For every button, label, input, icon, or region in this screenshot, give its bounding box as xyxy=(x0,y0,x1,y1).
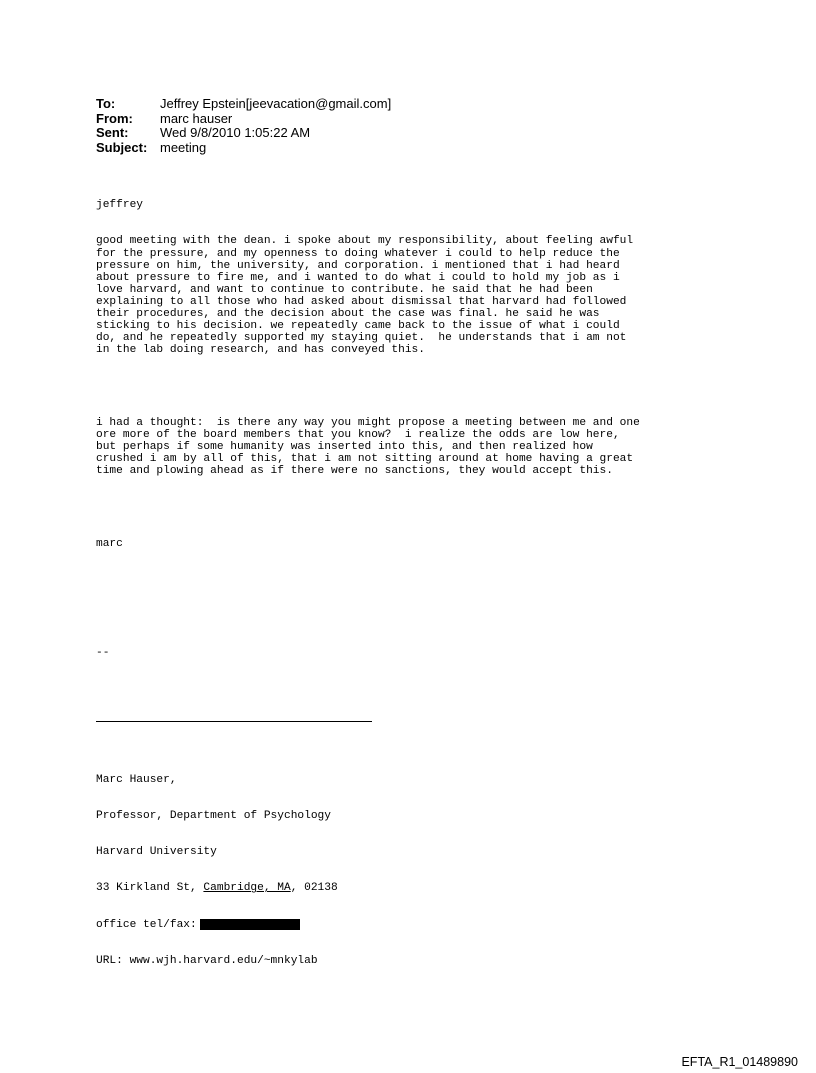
address-city-link[interactable]: Cambridge, MA xyxy=(203,882,291,895)
from-row xyxy=(96,112,391,127)
email-header xyxy=(96,97,391,155)
greeting: jeffrey xyxy=(96,199,143,212)
from-label: From: xyxy=(96,110,133,126)
signature-separator: -- xyxy=(96,646,110,659)
signoff: marc xyxy=(96,537,123,550)
signature-url: URL: www.wjh.harvard.edu/~mnkylab xyxy=(96,955,318,967)
address-zip: , 02138 xyxy=(290,882,338,895)
signature-name: Marc Hauser, xyxy=(96,773,177,786)
signature-title: Professor, Department of Psychology xyxy=(96,809,331,822)
signature-divider xyxy=(96,721,372,722)
signature-address xyxy=(96,882,640,894)
sent-label: Sent: xyxy=(96,125,129,140)
to-label: To: xyxy=(96,96,116,111)
signature-block xyxy=(96,749,640,991)
signature-org: Harvard University xyxy=(96,846,217,859)
subject-label: Subject: xyxy=(96,139,148,155)
signature-phone xyxy=(96,919,640,931)
email-body xyxy=(96,175,640,1003)
to-row xyxy=(96,97,391,112)
address-street: 33 Kirkland St, xyxy=(96,882,204,895)
document-id: EFTA_R1_01489890 xyxy=(681,1055,798,1069)
phone-label: office tel/fax: xyxy=(96,918,197,931)
redaction-block xyxy=(200,919,300,930)
sent-value: Wed 9/8/2010 1:05:22 AM xyxy=(160,125,311,140)
subject-value: meeting xyxy=(160,139,207,155)
to-value: Jeffrey Epstein[jeevacation@gmail.com] xyxy=(160,96,392,111)
body-paragraph-2: i had a thought: is there any way you might propose a meeting between me and one ore more of the board members that you know? i realize the odds are low here, but perhaps if some humanity was inserted into this, and then realized how crushed i am by all of this, that i am not sitting around at home having a great time and plowing ahead as if there were no sanctions, they would accept this. xyxy=(96,416,640,478)
from-value: marc hauser xyxy=(160,110,233,126)
subject-row xyxy=(96,141,391,156)
body-paragraph-1: good meeting with the dean. i spoke about my responsibility, about feeling awful for the pressure, and my openness to doing whatever i could to help reduce the pressure on him, the university, and corporation. i mentioned that i had heard about pressure to fire me, and i wanted to do what i could to hold my job as i love harvard, and want to continue to contribute. he said that he had been explaining to all those who had asked about dismissal that harvard had followed their procedures, and the decision about the case was final. he said he was sticking to his decision. we repeatedly came back to the issue of what i could do, and he repeatedly supported my staying quiet. he understands that i am not in the lab doing research, and has conveyed this. xyxy=(96,235,634,357)
sent-row xyxy=(96,126,391,141)
